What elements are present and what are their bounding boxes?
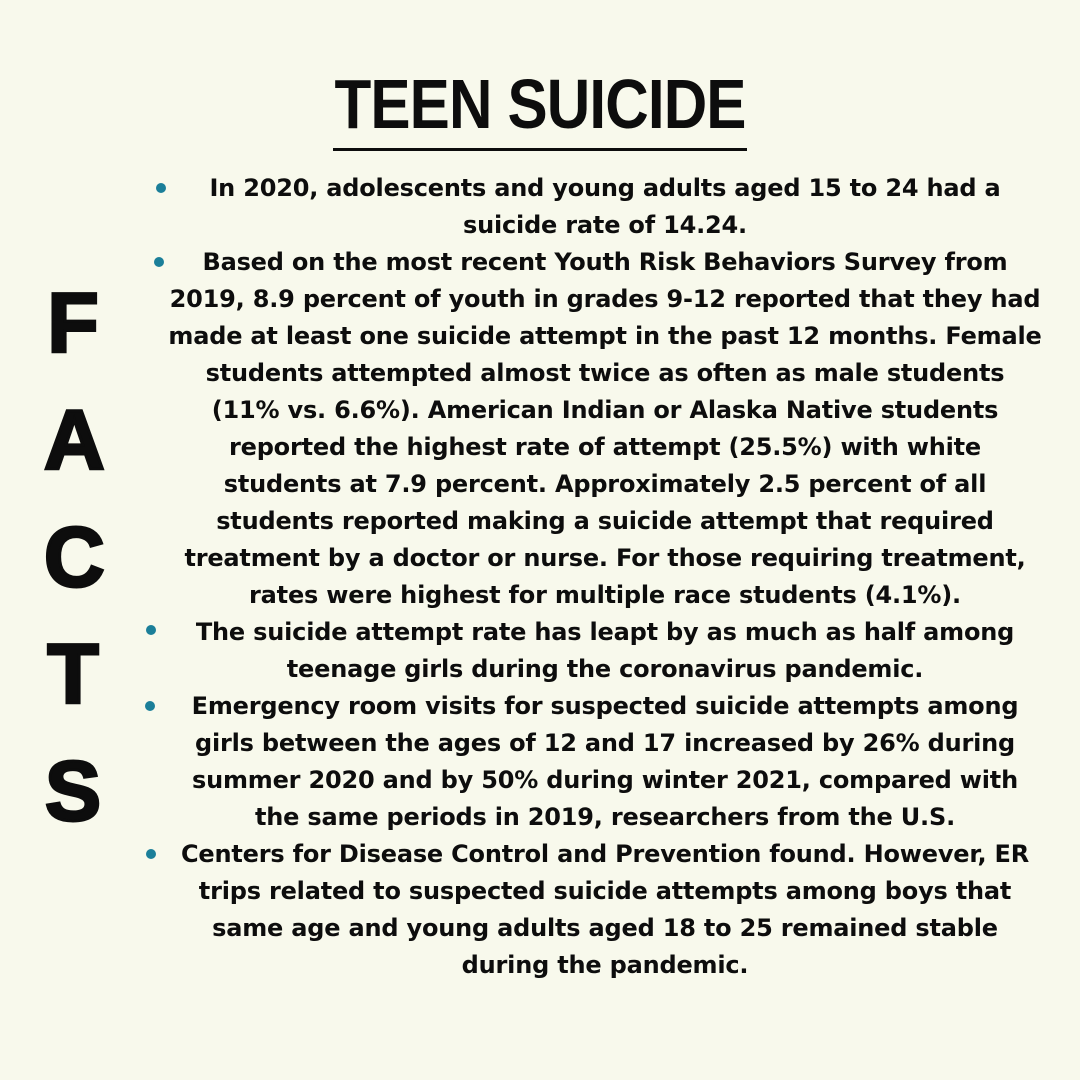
- fact-text: Based on the most recent Youth Risk Behaviors Survey from 2019, 8.9 percent of youth in grades 9-12 reported that they had made at least one suicide attempt in the past 12 months. Female students attempted almost twice as often as male students (11% vs. 6.6%). American Indian or Alaska Native students reported the highest rate of attempt (25.5%) with white students at 7.9 percent. Approximately 2.5 percent of all students reported making a suicide attempt that required treatment by a doctor or nurse. For those requiring treatment, rates were highest for multiple race students (4.1%).: [168, 248, 1042, 609]
- fact-item: [146, 688, 1046, 836]
- fact-text: The suicide attempt rate has leapt by as much as half among teenage girls during the coronavirus pandemic.: [195, 618, 1015, 683]
- page-title-wrapper: [0, 62, 1080, 152]
- side-letter-s: S: [44, 744, 102, 838]
- title-underline: [333, 148, 747, 151]
- fact-item: [146, 614, 1046, 688]
- vertical-facts-label: [44, 276, 105, 868]
- side-letter-c: C: [44, 510, 105, 604]
- fact-text: Centers for Disease Control and Prevention found. However, ER trips related to suspected suicide attempts among boys that same age and young adults aged 18 to 25 remained stable during the pandemic.: [180, 840, 1030, 979]
- bullet-icon: [146, 849, 156, 859]
- side-letter-t: T: [47, 627, 99, 721]
- bullet-icon: [156, 183, 166, 193]
- fact-item: [146, 170, 1046, 244]
- bullet-icon: [154, 257, 164, 267]
- page-title: TEEN SUICIDE: [334, 65, 746, 143]
- bullet-icon: [145, 701, 155, 711]
- fact-text: Emergency room visits for suspected suicide attempts among girls between the ages of 12 and 17 increased by 26% during summer 2020 and by 50% during winter 2021, compared with the same periods in 2019, researchers from the U.S.: [191, 692, 1019, 831]
- bullet-icon: [146, 625, 156, 635]
- side-letter-f: F: [47, 276, 99, 370]
- side-letter-a: A: [44, 393, 105, 487]
- fact-text: In 2020, adolescents and young adults aged 15 to 24 had a suicide rate of 14.24.: [209, 174, 1001, 239]
- fact-item: [146, 836, 1046, 984]
- facts-list: [146, 170, 1046, 984]
- fact-item: [146, 244, 1046, 614]
